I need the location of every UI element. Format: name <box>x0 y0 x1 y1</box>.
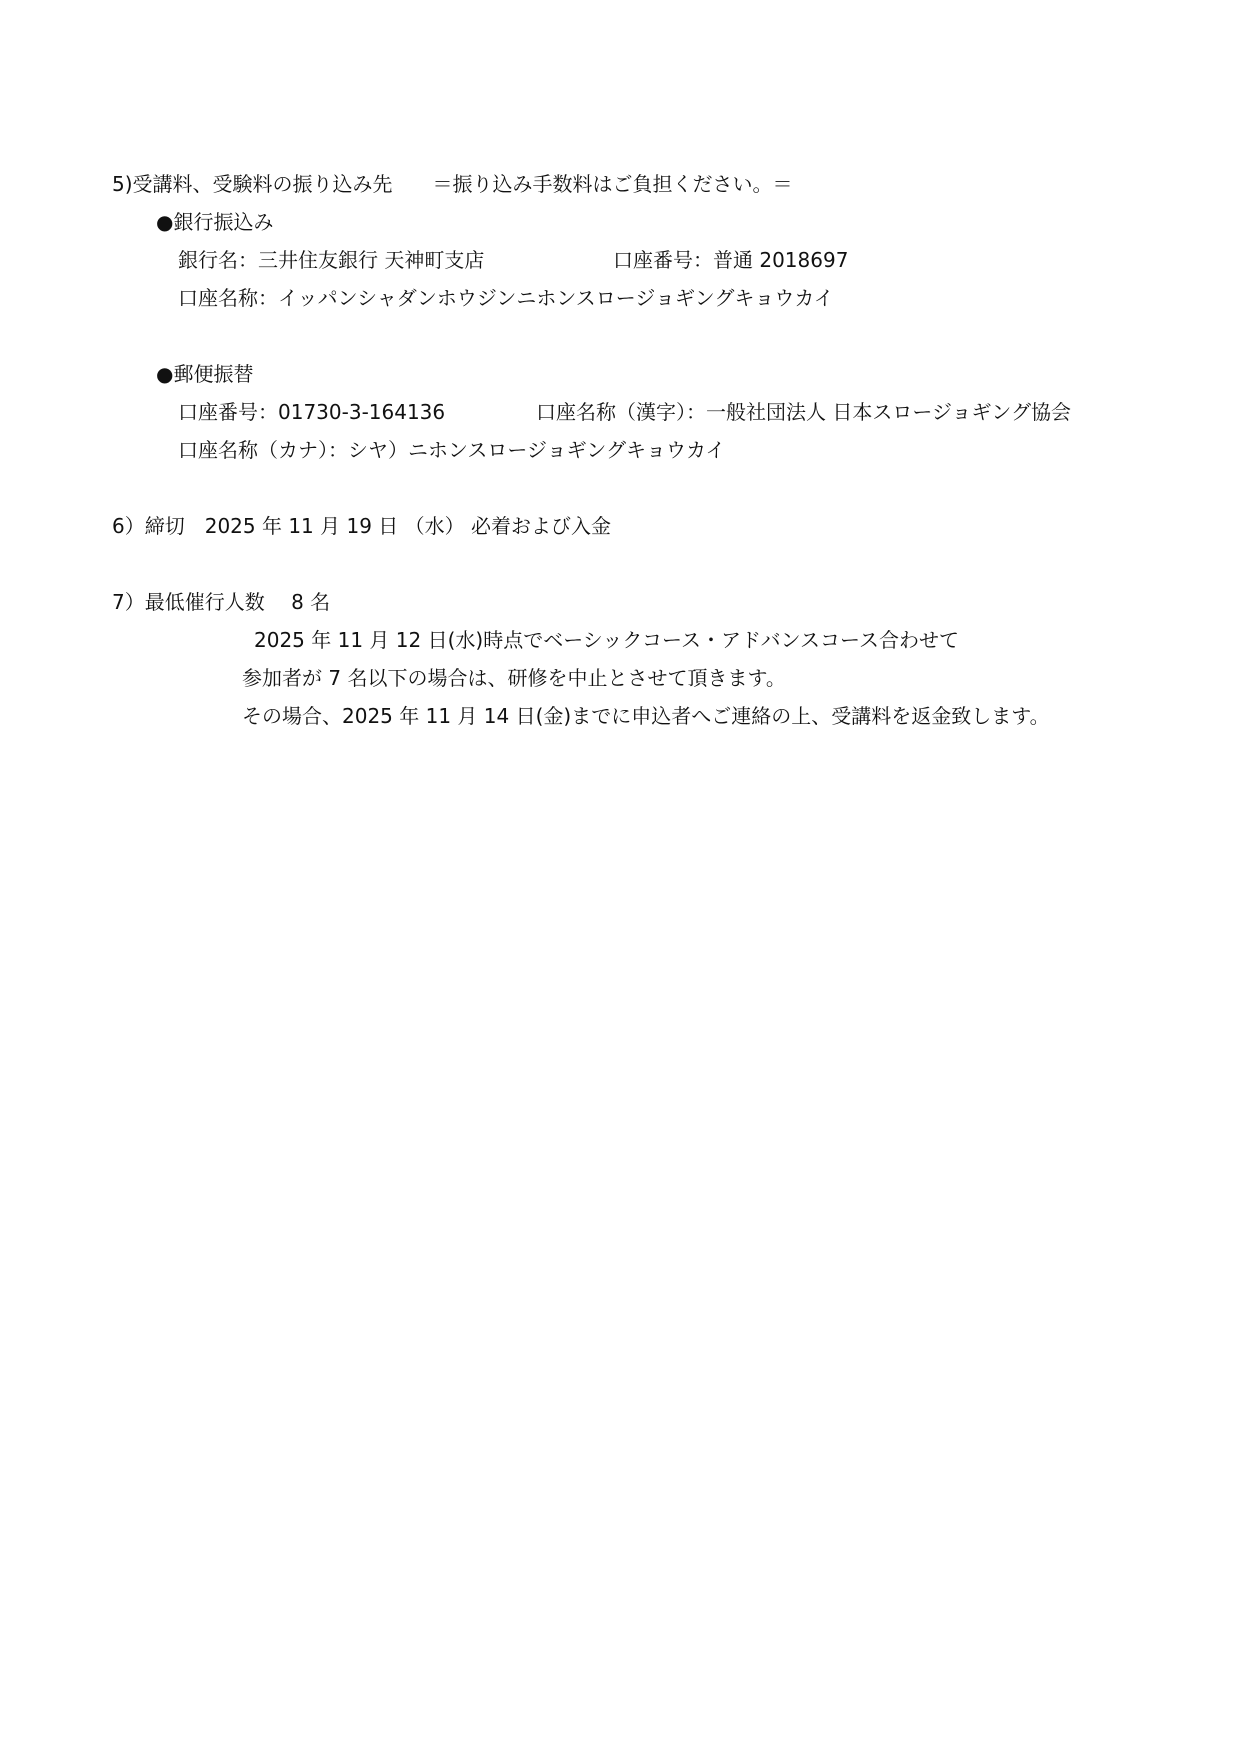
bank-name: 銀行名：三井住友銀行 天神町支店 <box>178 248 485 272</box>
postal-account-name-kanji: 口座名称（漢字）：一般社団法人 日本スロージョギング協会 <box>536 400 1071 424</box>
section7-line-3: その場合、2025 年 11 月 14 日(金)までに申込者へご連絡の上、受講料を返金致します。 <box>242 704 1050 728</box>
postal-transfer-title: ●郵便振替 <box>156 362 254 386</box>
bank-transfer-title: ●銀行振込み <box>156 210 274 234</box>
section7-line-1: 2025 年 11 月 12 日(水)時点でベーシックコース・アドバンスコース合わせて <box>254 628 959 652</box>
bank-account-name: 口座名称：イッパンシャダンホウジンニホンスロージョギングキョウカイ <box>178 286 834 310</box>
postal-account-name-kana: 口座名称（カナ）：シヤ）ニホンスロージョギングキョウカイ <box>178 438 726 462</box>
section5-heading: 5)受講料、受験料の振り込み先 ＝振り込み手数料はご負担ください。＝ <box>112 172 793 196</box>
section6-deadline: 6）締切 2025 年 11 月 19 日 （水） 必着および入金 <box>112 514 612 538</box>
section7-line-2: 参加者が 7 名以下の場合は、研修を中止とさせて頂きます。 <box>242 666 786 690</box>
bank-account-number: 口座番号：普通 2018697 <box>613 248 849 272</box>
postal-account-number: 口座番号：01730-3-164136 <box>178 400 446 424</box>
section7-heading: 7）最低催行人数 8 名 <box>112 590 331 614</box>
